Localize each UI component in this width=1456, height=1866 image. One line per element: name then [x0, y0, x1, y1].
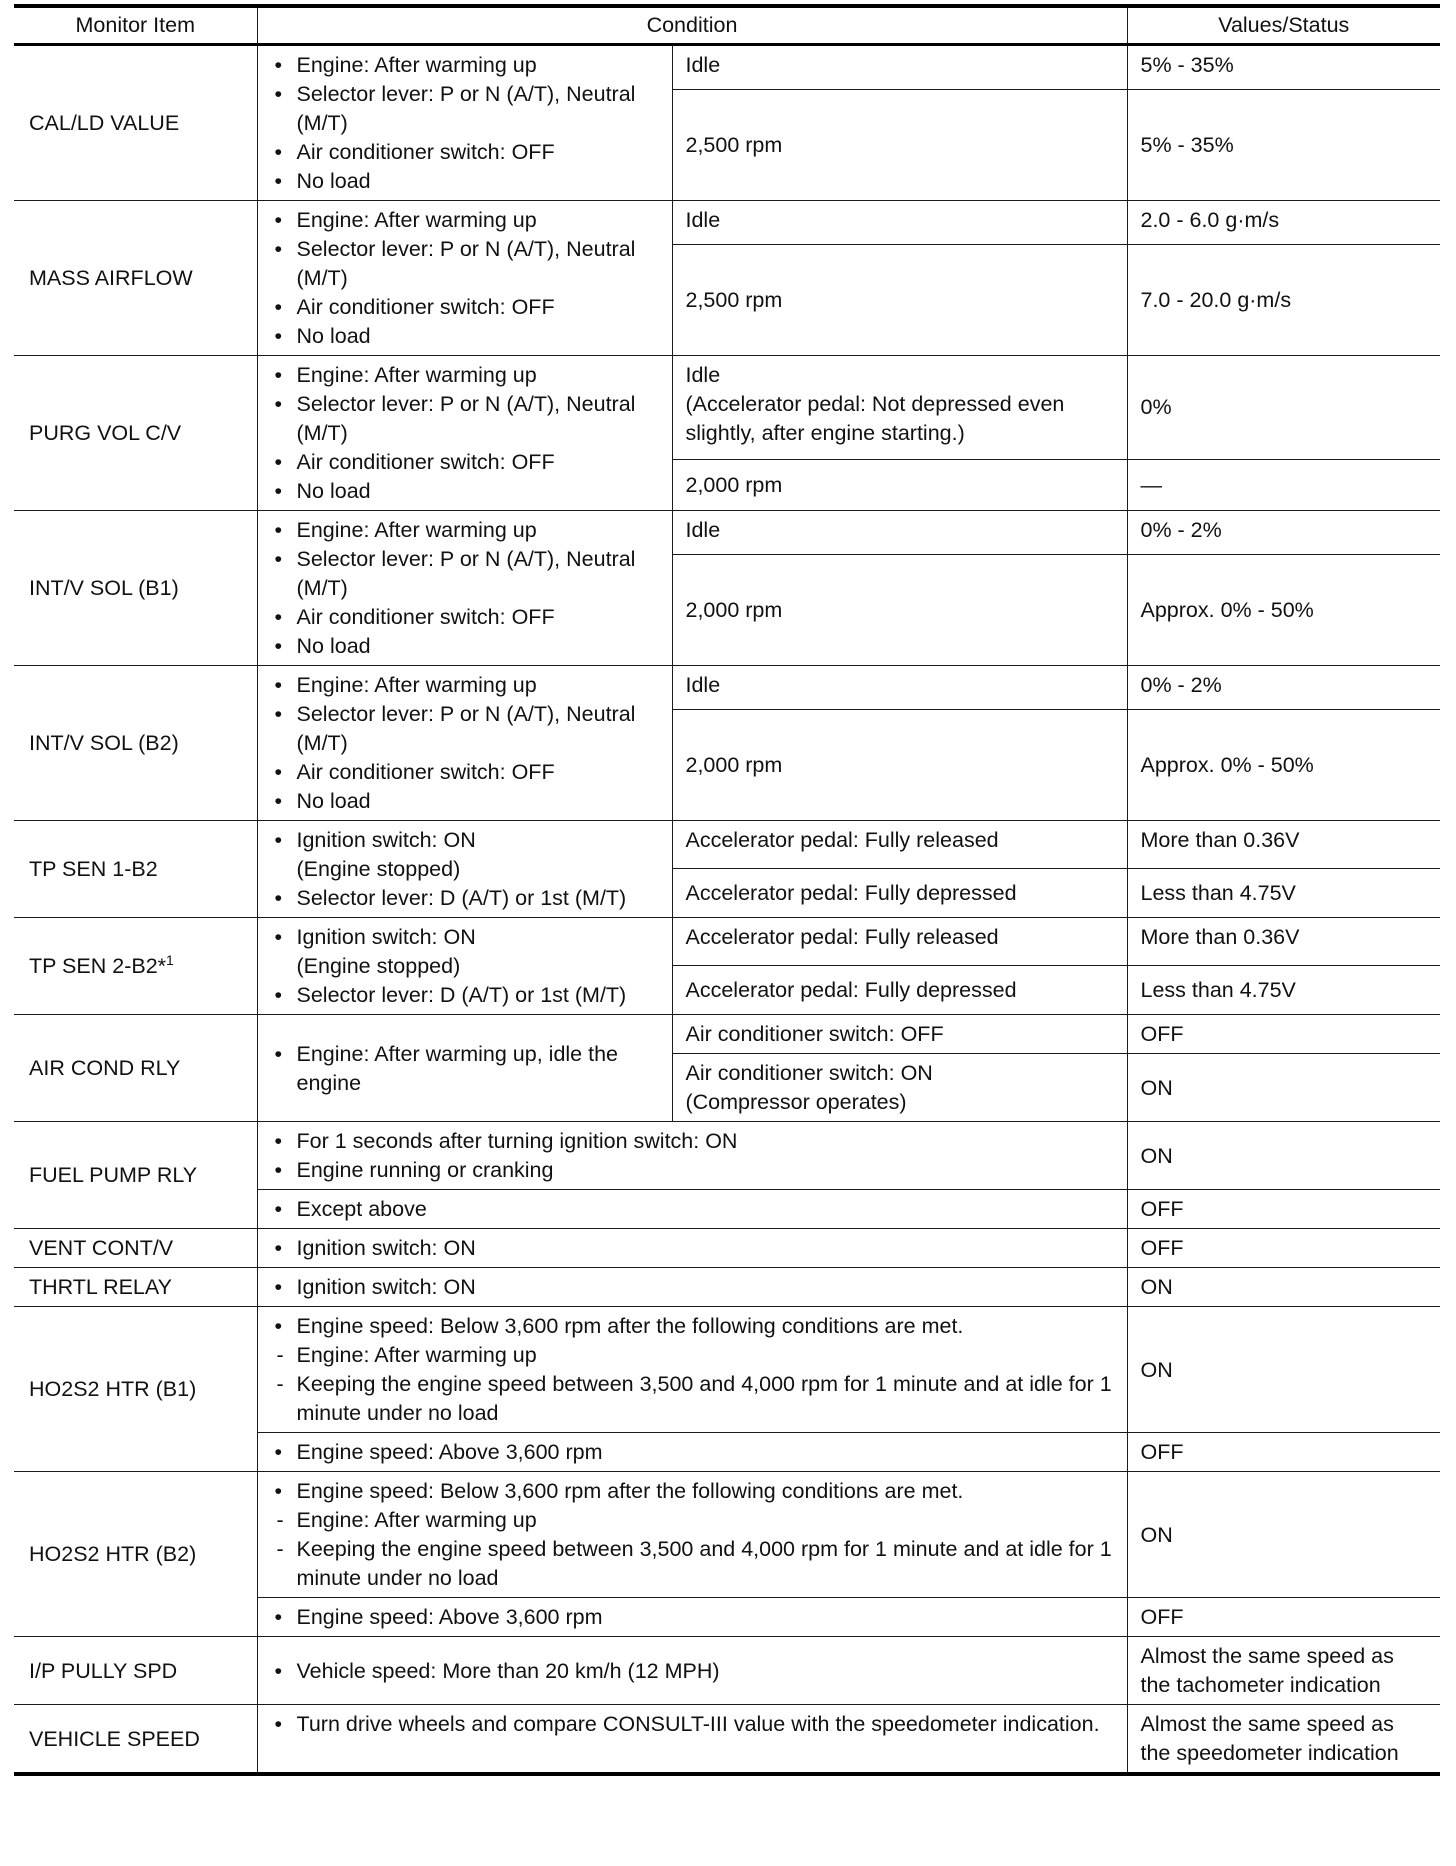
condition-bullet: • No load: [271, 167, 659, 196]
sub-condition: Idle: [672, 45, 1127, 90]
value-status: Less than 4.75V: [1127, 965, 1440, 1014]
monitor-item-name: INT/V SOL (B2): [14, 666, 257, 821]
value-status: OFF: [1127, 1229, 1440, 1268]
value-status: ON: [1127, 1307, 1440, 1433]
condition-cell: [257, 511, 672, 666]
condition-cell: [257, 1268, 1127, 1307]
condition-bullet: • Air conditioner switch: OFF: [271, 603, 659, 632]
table-row: [14, 821, 1440, 869]
condition-bullet: • Engine: After warming up, idle the engine: [271, 1040, 659, 1098]
condition-cell: [257, 201, 672, 356]
condition-bullet: • Except above: [271, 1195, 1114, 1224]
condition-bullet: • No load: [271, 477, 659, 506]
condition-bullet: [271, 923, 659, 981]
value-status: OFF: [1127, 1433, 1440, 1472]
sub-condition: Idle: [672, 511, 1127, 555]
condition-cell: [257, 356, 672, 511]
value-status: Less than 4.75V: [1127, 868, 1440, 917]
sub-condition: Air conditioner switch: OFF: [672, 1015, 1127, 1054]
footnote-mark: 1: [166, 951, 174, 968]
condition-bullet: • Engine: After warming up: [271, 516, 659, 545]
header-row: [14, 6, 1440, 45]
table-row: [14, 45, 1440, 90]
monitor-item-label: TP SEN 2-B2*: [29, 954, 167, 978]
condition-note: (Engine stopped): [296, 857, 461, 881]
header-monitor-item: Monitor Item: [14, 6, 257, 45]
monitor-item-name: I/P PULLY SPD: [14, 1637, 257, 1705]
condition-bullet: • Engine: After warming up: [271, 206, 659, 235]
value-status: ON: [1127, 1054, 1440, 1122]
table-row: [14, 918, 1440, 966]
value-status: ON: [1127, 1268, 1440, 1307]
value-status: 0%: [1127, 356, 1440, 460]
condition-dash: - Engine: After warming up: [271, 1341, 1114, 1370]
condition-cell: [257, 1705, 1127, 1775]
condition-cell: [257, 1598, 1127, 1637]
monitor-item-name: [14, 918, 257, 1015]
value-status: OFF: [1127, 1598, 1440, 1637]
sub-condition-label: Idle: [685, 363, 721, 387]
value-status: More than 0.36V: [1127, 918, 1440, 966]
monitor-item-table: [14, 4, 1440, 1776]
sub-condition: Accelerator pedal: Fully depressed: [672, 868, 1127, 917]
monitor-item-name: AIR COND RLY: [14, 1015, 257, 1122]
table-row: [14, 356, 1440, 460]
value-status: Almost the same speed as the tachometer indication: [1127, 1637, 1440, 1705]
condition-bullet: • Engine speed: Below 3,600 rpm after the following conditions are met.: [271, 1477, 1114, 1506]
table-row: [14, 1705, 1440, 1775]
monitor-item-name: HO2S2 HTR (B2): [14, 1472, 257, 1637]
condition-bullet: • Engine: After warming up: [271, 671, 659, 700]
condition-bullet: • Engine speed: Above 3,600 rpm: [271, 1603, 1114, 1632]
condition-bullet: • No load: [271, 632, 659, 661]
condition-bullet: • Engine speed: Below 3,600 rpm after the following conditions are met.: [271, 1312, 1114, 1341]
sub-condition: Accelerator pedal: Fully released: [672, 821, 1127, 869]
monitor-item-name: FUEL PUMP RLY: [14, 1122, 257, 1229]
sub-condition: Accelerator pedal: Fully depressed: [672, 965, 1127, 1014]
value-status: More than 0.36V: [1127, 821, 1440, 869]
condition-cell: [257, 918, 672, 1015]
monitor-item-name: THRTL RELAY: [14, 1268, 257, 1307]
table-row: [14, 666, 1440, 710]
condition-bullet: • For 1 seconds after turning ignition switch: ON: [271, 1127, 1114, 1156]
condition-bullet: • Vehicle speed: More than 20 km/h (12 MPH): [271, 1657, 1114, 1686]
value-status: 0% - 2%: [1127, 666, 1440, 710]
value-status: —: [1127, 459, 1440, 510]
table-row: [14, 1015, 1440, 1054]
header-condition: Condition: [257, 6, 1127, 45]
sub-condition-label: Air conditioner switch: ON: [685, 1061, 933, 1085]
value-status: Approx. 0% - 50%: [1127, 710, 1440, 821]
condition-bullet: • Selector lever: P or N (A/T), Neutral (M/T): [271, 700, 659, 758]
condition-bullet: • Turn drive wheels and compare CONSULT-III value with the speedometer indication.: [271, 1710, 1114, 1739]
value-status: OFF: [1127, 1015, 1440, 1054]
monitor-item-name: VEHICLE SPEED: [14, 1705, 257, 1775]
table-row: [14, 201, 1440, 245]
condition-bullet: • Air conditioner switch: OFF: [271, 758, 659, 787]
condition-bullet: • Selector lever: P or N (A/T), Neutral (M/T): [271, 545, 659, 603]
monitor-item-name: TP SEN 1-B2: [14, 821, 257, 918]
condition-cell: [257, 1015, 672, 1122]
condition-cell: [257, 1190, 1127, 1229]
value-status: Almost the same speed as the speedometer indication: [1127, 1705, 1440, 1775]
monitor-item-name: PURG VOL C/V: [14, 356, 257, 511]
condition-cell: [257, 45, 672, 201]
condition-bullet: • Selector lever: P or N (A/T), Neutral (M/T): [271, 390, 659, 448]
condition-bullet: • Engine: After warming up: [271, 51, 659, 80]
condition-cell: [257, 1229, 1127, 1268]
condition-text: Ignition switch: ON: [296, 925, 476, 949]
condition-cell: [257, 1122, 1127, 1190]
value-status: 2.0 - 6.0 g·m/s: [1127, 201, 1440, 245]
sub-condition: 2,000 rpm: [672, 710, 1127, 821]
table-row: [14, 1472, 1440, 1598]
value-status: ON: [1127, 1122, 1440, 1190]
condition-cell: [257, 1637, 1127, 1705]
condition-bullet: • Ignition switch: ON: [271, 1234, 1114, 1263]
value-status: Approx. 0% - 50%: [1127, 555, 1440, 666]
value-status: ON: [1127, 1472, 1440, 1598]
monitor-item-name: CAL/LD VALUE: [14, 45, 257, 201]
condition-text: Ignition switch: ON: [296, 828, 476, 852]
condition-bullet: • Air conditioner switch: OFF: [271, 448, 659, 477]
condition-bullet: • Selector lever: P or N (A/T), Neutral (M/T): [271, 80, 659, 138]
sub-condition: 2,000 rpm: [672, 555, 1127, 666]
condition-bullet: • Selector lever: D (A/T) or 1st (M/T): [271, 884, 659, 913]
table-row: [14, 1637, 1440, 1705]
value-status: OFF: [1127, 1190, 1440, 1229]
table-row: [14, 1268, 1440, 1307]
sub-condition: Accelerator pedal: Fully released: [672, 918, 1127, 966]
condition-bullet: [271, 826, 659, 884]
condition-bullet: • Engine running or cranking: [271, 1156, 1114, 1185]
sub-condition: Idle: [672, 666, 1127, 710]
condition-cell: [257, 1472, 1127, 1598]
table-row: [14, 1122, 1440, 1190]
table-row: [14, 511, 1440, 555]
condition-dash: - Keeping the engine speed between 3,500 and 4,000 rpm for 1 minute and at idle for 1 minute under no load: [271, 1535, 1114, 1593]
header-values-status: Values/Status: [1127, 6, 1440, 45]
monitor-item-name: HO2S2 HTR (B1): [14, 1307, 257, 1472]
condition-bullet: • No load: [271, 787, 659, 816]
sub-condition: [672, 356, 1127, 460]
condition-note: (Engine stopped): [296, 954, 461, 978]
sub-condition: 2,000 rpm: [672, 459, 1127, 510]
sub-condition: 2,500 rpm: [672, 90, 1127, 201]
condition-cell: [257, 1433, 1127, 1472]
sub-condition: [672, 1054, 1127, 1122]
condition-bullet: • Engine: After warming up: [271, 361, 659, 390]
monitor-item-name: VENT CONT/V: [14, 1229, 257, 1268]
condition-bullet: • Air conditioner switch: OFF: [271, 138, 659, 167]
sub-condition: Idle: [672, 201, 1127, 245]
table-row: [14, 1229, 1440, 1268]
condition-bullet: • Ignition switch: ON: [271, 1273, 1114, 1302]
condition-dash: - Keeping the engine speed between 3,500 and 4,000 rpm for 1 minute and at idle for 1 minute under no load: [271, 1370, 1114, 1428]
sub-condition-note: (Compressor operates): [685, 1090, 907, 1114]
condition-bullet: • Selector lever: P or N (A/T), Neutral (M/T): [271, 235, 659, 293]
value-status: 7.0 - 20.0 g·m/s: [1127, 245, 1440, 356]
condition-bullet: • Engine speed: Above 3,600 rpm: [271, 1438, 1114, 1467]
sub-condition: 2,500 rpm: [672, 245, 1127, 356]
condition-cell: [257, 821, 672, 918]
condition-bullet: • Selector lever: D (A/T) or 1st (M/T): [271, 981, 659, 1010]
condition-bullet: • No load: [271, 322, 659, 351]
table-row: [14, 1307, 1440, 1433]
monitor-item-name: INT/V SOL (B1): [14, 511, 257, 666]
value-status: 5% - 35%: [1127, 45, 1440, 90]
condition-cell: [257, 1307, 1127, 1433]
value-status: 0% - 2%: [1127, 511, 1440, 555]
condition-dash: - Engine: After warming up: [271, 1506, 1114, 1535]
value-status: 5% - 35%: [1127, 90, 1440, 201]
sub-condition-note: (Accelerator pedal: Not depressed even slightly, after engine starting.): [685, 392, 1065, 445]
monitor-item-name: MASS AIRFLOW: [14, 201, 257, 356]
condition-cell: [257, 666, 672, 821]
condition-bullet: • Air conditioner switch: OFF: [271, 293, 659, 322]
